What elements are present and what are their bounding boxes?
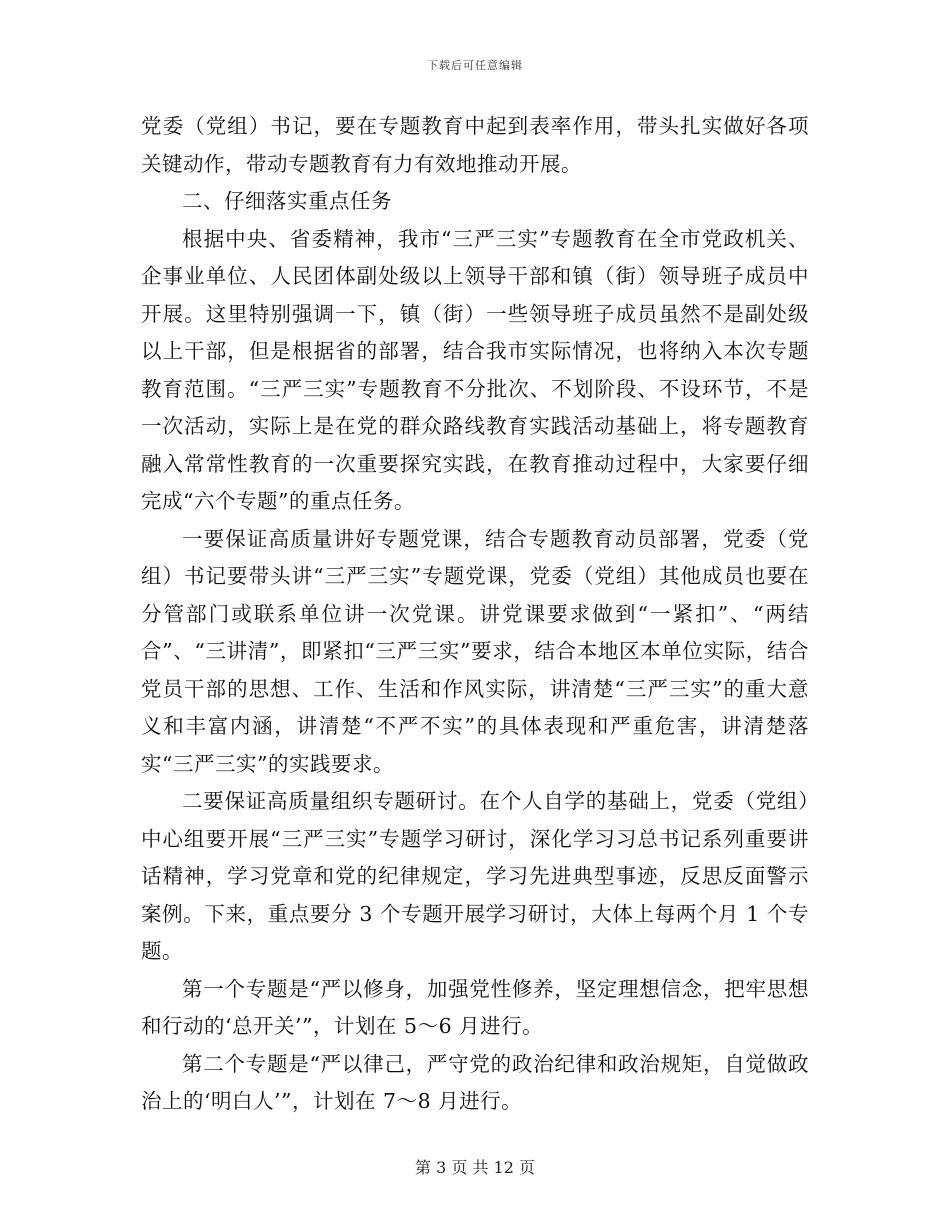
paragraph-study-seminar: 二要保证高质量组织专题研讨。在个人自学的基础上，党委（党组）中心组要开展“三严三实”专题学习研讨，深化学习习总书记系列重要讲话精神，学习党章和党的纪律规定，学习先进典型事迹，反思反面警示案例。下来，重点要分 3 个专题开展学习研讨，大体上每两个月 1 个专题。 xyxy=(141,789,809,963)
page-header-note: 下载后可任意编辑 xyxy=(427,59,523,72)
section-heading: 二、仔细落实重点任务 xyxy=(182,189,392,213)
document-body xyxy=(141,108,809,1121)
paragraph-topic-one: 第一个专题是“严以修身，加强党性修养，坚定理想信念，把牢思想和行动的‘总开关’”，计划在 5～6 月进行。 xyxy=(141,976,809,1038)
paragraph-party-lecture: 一要保证高质量讲好专题党课，结合专题教育动员部署，党委（党组）书记要带头讲“三严三实”专题党课，党委（党组）其他成员也要在分管部门或联系单位讲一次党课。讲党课要求做到“一紧扣”、“两结合”、“三讲清”，即紧扣“三严三实”要求，结合本地区本单位实际，结合党员干部的思想、工作、生活和作风实际，讲清楚“三严三实”的重大意义和丰富内涵，讲清楚“不严不实”的具体表现和严重危害，讲清楚落实“三严三实”的实践要求。 xyxy=(141,526,809,776)
paragraph-continuation: 党委（党组）书记，要在专题教育中起到表率作用，带头扎实做好各项关键动作，带动专题教育有力有效地推动开展。 xyxy=(141,114,809,176)
paragraph-scope: 根据中央、省委精神，我市“三严三实”专题教育在全市党政机关、企事业单位、人民团体副处级以上领导干部和镇（街）领导班子成员中开展。这里特别强调一下，镇（街）一些领导班子成员虽然不是副处级以上干部，但是根据省的部署，结合我市实际情况，也将纳入本次专题教育范围。“三严三实”专题教育不分批次、不划阶段、不设环节，不是一次活动，实际上是在党的群众路线教育实践活动基础上，将专题教育融入常常性教育的一次重要探究实践，在教育推动过程中，大家要仔细完成“六个专题”的重点任务。 xyxy=(141,226,809,513)
page-number: 第 3 页 共 12 页 xyxy=(415,1158,535,1177)
paragraph-topic-two: 第二个专题是“严以律己，严守党的政治纪律和政治规矩，自觉做政治上的‘明白人’”，计划在 7～8 月进行。 xyxy=(141,1051,809,1113)
